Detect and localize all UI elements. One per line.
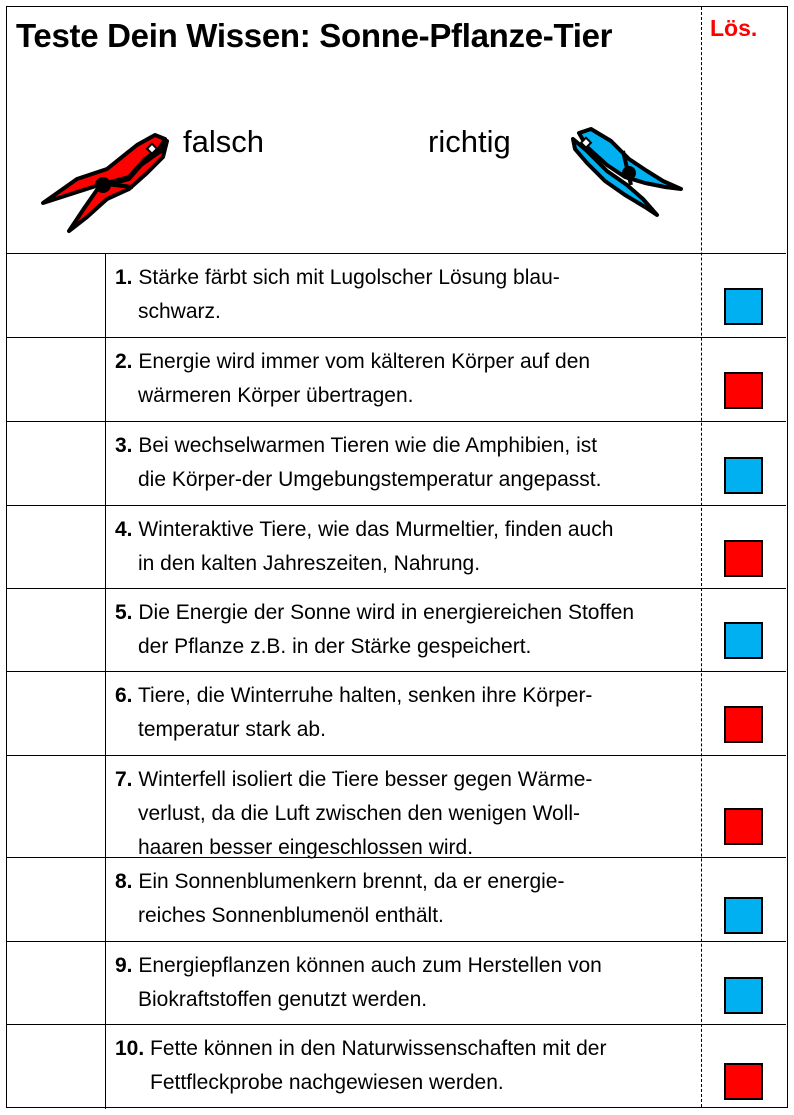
question-line-1: Stärke färbt sich mit Lugolscher Lösung blau- [138,266,560,289]
question-number: 2. [115,350,133,373]
question-line-1: Fette können in den Naturwissenschaften mit der [150,1037,607,1060]
solution-square-falsch [724,706,763,743]
question-line-2: wärmeren Körper übertragen. [138,384,414,407]
clip-placement-cell[interactable] [7,506,106,588]
question-line-1: Energiepflanzen können auch zum Herstellen von [138,954,602,977]
question-line-1: Tiere, die Winterruhe halten, senken ihre Körper- [137,684,593,707]
clip-placement-cell[interactable] [7,942,106,1024]
page-title: Teste Dein Wissen: Sonne-Pflanze-Tier [16,17,613,54]
question-number: 8. [115,870,133,893]
question-line-1: Energie wird immer vom kälteren Körper auf den [138,350,591,373]
solution-square-falsch [724,808,763,845]
question-table [7,254,786,1109]
question-line-1: Bei wechselwarmen Tieren wie die Amphibien, ist [138,434,598,457]
question-row-10 [7,1025,786,1109]
question-row-7 [7,756,786,858]
question-row-5 [7,589,786,672]
false-label: falsch [183,124,264,159]
question-row-1 [7,254,786,338]
question-text [115,949,700,1017]
true-label: richtig [428,124,511,159]
red-clothespin-icon [37,125,172,237]
solution-square-richtig [724,457,763,494]
solution-square-richtig [724,897,763,934]
solution-square-richtig [724,622,763,659]
question-text [115,345,700,413]
question-line-1: Die Energie der Sonne wird in energiereichen Stoffen [138,601,635,624]
question-line-2: Fettfleckprobe nachgewiesen werden. [150,1071,504,1094]
question-text [115,865,700,933]
clip-placement-cell[interactable] [7,254,106,337]
question-row-8 [7,858,786,942]
question-line-2: in den kalten Jahreszeiten, Nahrung. [138,552,481,575]
clip-placement-cell[interactable] [7,672,106,755]
clip-placement-cell[interactable] [7,589,106,671]
solution-square-richtig [724,977,763,1014]
question-row-4 [7,506,786,589]
worksheet-header [7,7,786,254]
solution-square-falsch [724,540,763,577]
question-line-2: Biokraftstoffen genutzt werden. [138,988,428,1011]
question-text [115,429,700,497]
question-line-2: schwarz. [138,300,221,323]
question-row-3 [7,422,786,506]
question-line-1: Winteraktive Tiere, wie das Murmeltier, finden auch [138,518,614,541]
question-number: 6. [115,684,133,707]
solution-square-falsch [724,1063,763,1100]
question-row-9 [7,942,786,1025]
solution-column-label: Lös. [710,15,758,41]
question-row-6 [7,672,786,756]
question-line-2: reiches Sonnenblumenöl enthält. [138,904,444,927]
solution-square-richtig [724,288,763,325]
question-line-1: Ein Sonnenblumenkern brennt, da er energie- [138,870,565,893]
question-text [115,261,700,329]
clip-placement-cell[interactable] [7,756,106,857]
clip-placement-cell[interactable] [7,858,106,941]
question-line-2: die Körper-der Umgebungstemperatur angepasst. [138,468,602,491]
clip-placement-cell[interactable] [7,422,106,505]
solution-square-falsch [724,372,763,409]
question-text [115,513,700,581]
question-text [115,679,700,747]
question-line-2: der Pflanze z.B. in der Stärke gespeichert. [138,635,532,658]
question-number: 4. [115,518,133,541]
question-number: 9. [115,954,133,977]
question-text [115,596,700,664]
question-row-2 [7,338,786,422]
clip-placement-cell[interactable] [7,338,106,421]
question-line-2: temperatur stark ab. [138,718,326,741]
question-line-1: Winterfell isoliert die Tiere besser gegen Wärme- [138,768,593,791]
question-line-3: haaren besser eingeschlossen wird. [138,836,474,859]
question-number: 5. [115,601,133,624]
question-number: 3. [115,434,133,457]
question-number: 10. [115,1037,145,1060]
clip-placement-cell[interactable] [7,1025,106,1109]
question-number: 1. [115,266,133,289]
worksheet [6,6,788,1108]
question-line-2: verlust, da die Luft zwischen den wenigen Woll- [138,802,581,825]
question-number: 7. [115,768,133,791]
blue-clothespin-icon [567,125,685,221]
question-text [115,763,700,865]
question-text [115,1032,700,1100]
